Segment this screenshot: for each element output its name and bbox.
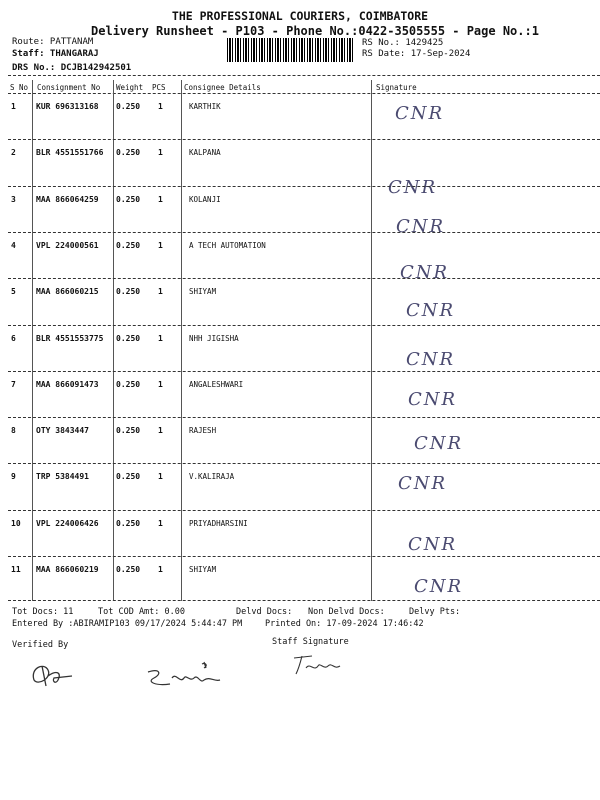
row-consignee: NHH JIGISHA xyxy=(189,333,239,343)
entered-by: Entered By :ABIRAMIP103 09/17/2024 5:44:47 PM xyxy=(12,619,243,629)
row-signature: CNR xyxy=(395,103,445,124)
row-serial-number: 9 xyxy=(11,472,16,482)
row-signature: CNR xyxy=(414,433,464,455)
row-pieces: 1 xyxy=(158,426,163,436)
row-serial-number: 11 xyxy=(11,565,21,574)
row-pieces: 1 xyxy=(158,148,163,158)
row-weight: 0.250 xyxy=(116,194,141,204)
row-pieces: 1 xyxy=(158,565,163,574)
row-serial-number: 5 xyxy=(11,287,16,297)
row-signature: CNR xyxy=(408,388,458,410)
row-consignment-number: TRP 5384491 xyxy=(36,472,89,482)
total-cod-amount: Tot COD Amt: 0.00 xyxy=(98,607,185,617)
delivered-docs: Delvd Docs: xyxy=(236,607,293,617)
col-divider xyxy=(113,80,114,601)
rs-number: RS No.: 1429425 xyxy=(362,38,444,48)
header-bottom-rule xyxy=(8,93,600,94)
verifier-signature-2 xyxy=(140,658,240,694)
table-bottom-rule xyxy=(8,600,600,601)
row-pieces: 1 xyxy=(158,472,163,482)
row-serial-number: 2 xyxy=(11,148,16,158)
col-divider xyxy=(181,80,182,601)
row-consignee: KARTHIK xyxy=(189,102,221,111)
row-consignee: RAJESH xyxy=(189,426,217,436)
row-weight: 0.250 xyxy=(116,148,141,158)
row-consignment-number: VPL 224000561 xyxy=(36,240,99,250)
drs-number: DRS No.: DCJB142942501 xyxy=(12,63,132,73)
row-divider xyxy=(8,186,600,187)
runsheet-subtitle: Delivery Runsheet - P103 - Phone No.:0422-3505555 - Page No.:1 xyxy=(91,24,539,38)
row-consignment-number: MAA 866091473 xyxy=(36,379,99,389)
row-weight: 0.250 xyxy=(116,426,141,436)
row-pieces: 1 xyxy=(158,518,163,528)
row-consignment-number: MAA 866064259 xyxy=(36,194,99,204)
row-serial-number: 1 xyxy=(11,102,16,111)
row-divider xyxy=(8,325,600,326)
non-delivered-docs: Non Delvd Docs: xyxy=(308,607,385,617)
route-label: Route: PATTANAM xyxy=(12,37,94,47)
row-weight: 0.250 xyxy=(116,472,141,482)
col-divider xyxy=(32,80,33,601)
row-weight: 0.250 xyxy=(116,287,141,297)
row-weight: 0.250 xyxy=(116,333,141,343)
row-consignee: SHIYAM xyxy=(189,565,217,574)
delivery-points: Delvy Pts: xyxy=(409,607,461,617)
total-docs: Tot Docs: 11 xyxy=(12,607,74,617)
row-consignee: ANGALESHWARI xyxy=(189,379,244,389)
row-divider xyxy=(8,278,600,279)
row-serial-number: 8 xyxy=(11,426,16,436)
row-consignee: V.KALIRAJA xyxy=(189,472,235,482)
row-divider xyxy=(8,463,600,464)
row-signature: CNR xyxy=(408,533,458,555)
row-pieces: 1 xyxy=(158,240,163,250)
row-pieces: 1 xyxy=(158,333,163,343)
row-consignment-number: KUR 696313168 xyxy=(36,102,99,111)
runsheet-barcode xyxy=(227,38,355,62)
rs-date: RS Date: 17-Sep-2024 xyxy=(362,49,471,59)
col-divider xyxy=(371,80,372,601)
row-divider xyxy=(8,556,600,557)
row-consignee: KOLANJI xyxy=(189,194,221,204)
row-consignee: SHIYAM xyxy=(189,287,217,297)
row-signature: CNR xyxy=(406,348,456,370)
row-consignment-number: MAA 866060215 xyxy=(36,287,99,297)
row-weight: 0.250 xyxy=(116,379,141,389)
row-consignment-number: OTY 3843447 xyxy=(36,426,89,436)
row-signature: CNR xyxy=(400,261,450,283)
row-consignee: A TECH AUTOMATION xyxy=(189,240,266,250)
col-header-sno: S No xyxy=(10,83,29,92)
row-weight: 0.250 xyxy=(116,565,141,574)
row-serial-number: 10 xyxy=(11,518,21,528)
col-header-consignment: Consignment No xyxy=(37,83,101,92)
row-pieces: 1 xyxy=(158,287,163,297)
row-weight: 0.250 xyxy=(116,240,141,250)
row-pieces: 1 xyxy=(158,379,163,389)
staff-signature-label: Staff Signature xyxy=(272,637,349,647)
col-header-weight: Weight xyxy=(116,83,144,92)
row-serial-number: 7 xyxy=(11,379,16,389)
row-consignment-number: BLR 4551551766 xyxy=(36,148,104,158)
row-serial-number: 4 xyxy=(11,240,16,250)
row-consignee: PRIYADHARSINI xyxy=(189,518,248,528)
staff-signature-mark xyxy=(290,650,350,680)
row-signature: CNR xyxy=(406,300,456,322)
row-signature: CNR xyxy=(398,473,448,495)
row-serial-number: 3 xyxy=(11,194,16,204)
row-divider xyxy=(8,232,600,233)
row-consignment-number: MAA 866060219 xyxy=(36,565,99,574)
row-divider xyxy=(8,417,600,418)
row-pieces: 1 xyxy=(158,102,163,111)
printed-on: Printed On: 17-09-2024 17:46:42 xyxy=(265,619,424,629)
row-weight: 0.250 xyxy=(116,102,141,111)
row-consignee: KALPANA xyxy=(189,148,221,158)
table-top-rule xyxy=(8,75,600,76)
verifier-signature-1 xyxy=(28,660,88,690)
verified-by-label: Verified By xyxy=(12,640,69,650)
col-header-consignee: Consignee Details xyxy=(184,83,261,92)
row-weight: 0.250 xyxy=(116,518,141,528)
staff-label: Staff: THANGARAJ xyxy=(12,49,99,59)
col-header-pcs: PCS xyxy=(152,83,166,92)
row-signature: CNR xyxy=(414,576,464,597)
row-divider xyxy=(8,139,600,140)
row-signature: CNR xyxy=(396,215,446,237)
row-signature: CNR xyxy=(388,177,438,199)
row-divider xyxy=(8,371,600,372)
row-serial-number: 6 xyxy=(11,333,16,343)
col-header-signature: Signature xyxy=(376,83,417,92)
row-consignment-number: BLR 4551553775 xyxy=(36,333,104,343)
company-name: THE PROFESSIONAL COURIERS, COIMBATORE xyxy=(171,9,429,23)
row-consignment-number: VPL 224006426 xyxy=(36,518,99,528)
row-pieces: 1 xyxy=(158,194,163,204)
row-divider xyxy=(8,510,600,511)
